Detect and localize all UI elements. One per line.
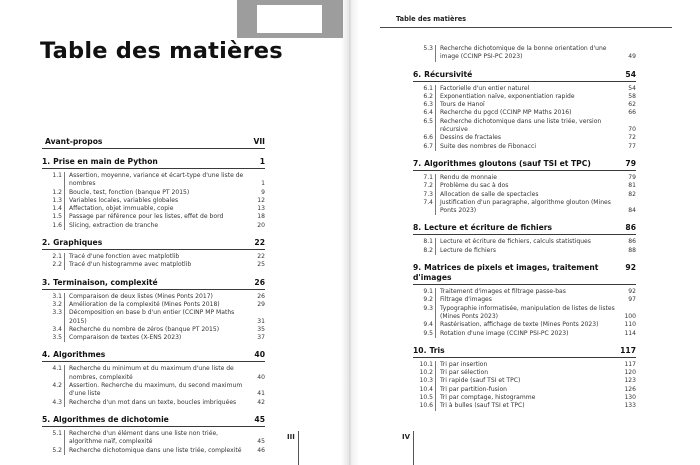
book-gutter-shadow [341,0,359,465]
entry-number: 6.5 [423,117,433,125]
entry-page: 100 [624,312,636,320]
entry-number: 9.1 [423,288,433,296]
toc-entry [42,172,265,189]
entry-number: 6.4 [423,109,433,117]
toc-chapter-block [42,135,265,149]
chapter-title: Matrices de pixels et images, traitement d'images [413,263,599,283]
toc-entry [42,197,265,205]
entry-page: 49 [628,53,636,61]
chapter-heading [413,157,636,169]
entry-title: Exponentiation naïve, exponentiation rapide [435,93,622,101]
entry-number: 10.6 [419,402,433,410]
entry-title: Factorielle d'un entier naturel [435,85,622,93]
chapter-heading-label [42,157,158,167]
toc-entry [413,247,636,255]
chapter-page: 54 [625,69,636,79]
entry-number: 10.1 [419,360,433,368]
toc-carryover-block [413,45,636,62]
chapter-rule [413,284,636,285]
entry-page: 37 [257,334,265,342]
entry-page: 123 [624,377,636,385]
entry-number: 7.3 [423,190,433,198]
toc-chapter-block [42,413,265,455]
entry-number: 7.2 [423,182,433,190]
toc-entry [42,326,265,334]
chapter-page: 45 [254,414,265,424]
toc-entry [413,402,636,410]
entry-page: 97 [628,296,636,304]
chapter-title: Terminaison, complexité [53,277,158,287]
entry-title: Recherche du nombre de zéros (banque PT 2015) [64,326,251,334]
entry-page: 126 [624,385,636,393]
entry-page: 31 [257,317,265,325]
toc-entry [42,261,265,269]
entry-page: 58 [628,92,636,100]
entry-number: 8.1 [423,238,433,246]
toc-entry [413,296,636,304]
entry-number: 3.4 [52,325,62,333]
chapter-page: 22 [254,238,265,248]
entry-number: 6.3 [423,101,433,109]
chapter-number: 7. [413,158,422,168]
entry-title: Tri à bulles (sauf TSI et TPC) [435,402,622,410]
chapter-rule [42,168,265,169]
chapter-page: 117 [620,345,636,355]
chapter-title: Avant-propos [45,137,103,146]
toc-chapter-block [42,155,265,230]
chapter-heading-label [413,346,445,356]
chapter-title: Prise en main de Python [53,157,158,166]
chapter-title: Récursivité [424,69,473,79]
entry-title: Tracé d'un histogramme avec matplotlib [64,261,251,269]
chapter-title: Lecture et écriture de fichiers [424,223,553,233]
chapter-rule [413,81,636,82]
entry-page: 77 [628,142,636,150]
chapter-number: 10. [413,345,427,355]
entry-title: Slicing, extraction de tranche [64,222,251,230]
table-of-contents-left [42,135,265,461]
chapter-title: Algorithmes [53,350,106,360]
entry-number: 5.2 [52,446,62,454]
chapter-title: Graphiques [53,238,103,248]
entry-title: Recherche d'un élément dans une liste non triée, algorithme naïf, complexité [64,430,251,447]
entry-title: Rotation d'une image (CCINP PSI-PC 2023) [435,330,622,338]
entry-title: Filtrage d'images [435,296,622,304]
entry-number: 6.2 [423,92,433,100]
entry-title: Boucle, test, fonction (banque PT 2015) [64,189,251,197]
chapter-heading-label [413,263,625,283]
entry-page: 41 [257,390,265,398]
entry-title: Assertion, moyenne, variance et écart-type d'une liste de nombres [64,172,251,189]
entry-number: 1.4 [52,205,62,213]
entry-page: 1 [261,180,265,188]
chapter-heading-label [42,415,169,425]
chapter-heading-label [413,223,552,233]
entry-number: 4.1 [52,365,62,373]
chapter-title: Tris [429,345,445,355]
chapter-heading [413,68,636,80]
entry-number: 2.1 [52,253,62,261]
toc-entry [42,293,265,301]
toc-entry [413,118,636,135]
chapter-rule [413,170,636,171]
chapter-page: 79 [625,158,636,168]
toc-entry [413,45,636,62]
entry-page: 29 [257,300,265,308]
toc-entry [42,334,265,342]
entry-number: 5.3 [423,45,433,52]
entry-title: Lecture de fichiers [435,247,622,255]
entry-title: Recherche dichotomique dans une liste triée, complexité [64,447,251,455]
entry-page: 70 [628,126,636,134]
toc-chapter-block [42,276,265,343]
entry-number: 5.1 [52,429,62,437]
entry-page: 12 [257,196,265,204]
toc-entry [413,101,636,109]
chapter-heading-label [42,238,102,248]
entry-title: Tracé d'une fonction avec matplotlib [64,253,251,261]
toc-chapter-block [413,68,636,151]
entry-page: 42 [257,398,265,406]
entry-number: 1.6 [52,221,62,229]
chapter-number: 9. [413,263,422,273]
entry-title: Tri par insertion [435,361,622,369]
chapter-page: 26 [254,277,265,287]
toc-chapter-block [42,236,265,270]
table-of-contents-right [413,45,636,417]
toc-entry [413,369,636,377]
entry-title: Dessins de fractales [435,134,622,142]
toc-entry [42,382,265,399]
entry-title: Justification d'un paragraphe, algorithme glouton (Mines Ponts 2023) [435,199,622,216]
chapter-rule [413,234,636,235]
chapter-heading-label [42,137,102,147]
toc-entry [413,93,636,101]
entry-page: 114 [624,329,636,337]
folio-rule-right [413,431,414,465]
entry-title: Allocation de salle de spectacles [435,191,622,199]
chapter-rule [42,289,265,290]
toc-entry [42,399,265,407]
entry-number: 9.2 [423,296,433,304]
book-gutter-line [349,0,350,465]
entry-page: 117 [624,360,636,368]
entry-title: Rendu de monnaie [435,174,622,182]
entry-title: Problème du sac à dos [435,182,622,190]
entry-page: 92 [628,288,636,296]
entry-title: Comparaison de deux listes (Mines Ponts 2017) [64,293,251,301]
entry-title: Tri par comptage, histogramme [435,394,622,402]
chapter-heading [42,155,265,167]
entry-number: 3.2 [52,300,62,308]
entry-title: Recherche dichotomique de la bonne orientation d'une image (CCINP PSI-PC 2023) [435,45,622,62]
entry-title: Lecture et écriture de fichiers, calculs statistiques [435,238,622,246]
chapter-page: 86 [625,223,636,233]
toc-chapter-block [413,344,636,411]
entry-title: Recherche du pgcd (CCINP MP Maths 2016) [435,109,622,117]
toc-entry [413,85,636,93]
chapter-heading [42,348,265,360]
entry-title: Tri par partition-fusion [435,386,622,394]
entry-title: Passage par référence pour les listes, effet de bord [64,213,251,221]
entry-page: 79 [628,173,636,181]
entry-number: 4.3 [52,398,62,406]
chapter-rule [42,148,265,149]
toc-entry [42,309,265,326]
entry-title: Recherche du minimum et du maximum d'une liste de nombres, complexité [64,365,251,382]
entry-title: Affectation, objet immuable, copie [64,205,251,213]
chapter-title: Algorithmes de dichotomie [53,414,169,424]
toc-entry [42,189,265,197]
entry-number: 10.4 [419,385,433,393]
chapter-page: 1 [259,157,265,166]
entry-number: 9.3 [423,304,433,312]
entry-page: 130 [624,394,636,402]
entry-title: Variables locales, variables globales [64,197,251,205]
toc-entry [413,182,636,190]
entry-number: 6.1 [423,84,433,92]
chapter-heading-label [42,278,158,288]
toc-entry [42,447,265,455]
chapter-page: 40 [254,350,265,360]
chapter-heading [413,261,636,283]
entry-page: 22 [257,253,265,261]
entry-title: Suite des nombres de Fibonacci [435,143,622,151]
entry-number: 9.5 [423,329,433,337]
entry-number: 1.5 [52,213,62,221]
entry-number: 3.1 [52,292,62,300]
entry-number: 1.1 [52,172,62,179]
entry-page: 26 [257,292,265,300]
entry-number: 2.2 [52,261,62,269]
entry-number: 3.5 [52,334,62,342]
entry-page: 88 [628,246,636,254]
chapter-number: 3. [42,277,51,287]
chapter-heading [413,221,636,233]
toc-entry [413,134,636,142]
entry-title: Tri par sélection [435,369,622,377]
toc-entry [42,222,265,230]
entry-title: Rastérisation, affichage de texte (Mines Ponts 2023) [435,321,622,329]
entry-page: 81 [628,182,636,190]
entry-number: 6.7 [423,142,433,150]
toc-entry [413,109,636,117]
entry-title: Traitement d'images et filtrage passe-bas [435,288,622,296]
entry-number: 10.2 [419,369,433,377]
toc-chapter-block [413,157,636,215]
chapter-heading [42,135,265,147]
toc-entry [413,143,636,151]
page-number-left: III [287,433,295,441]
entry-number: 3.3 [52,309,62,317]
folio-rule-left [298,431,299,465]
chapter-heading [413,344,636,356]
running-head: Table des matières [380,15,672,28]
page-number-right: IV [402,433,411,441]
entry-page: 133 [624,402,636,410]
toc-chapter-block [413,261,636,338]
entry-page: 18 [257,213,265,221]
toc-entry [413,330,636,338]
entry-title: Décomposition en base b d'un entier (CCINP MP Maths 2015) [64,309,251,326]
chapter-heading-label [413,70,472,80]
entry-title: Amélioration de la complexité (Mines Ponts 2018) [64,301,251,309]
right-page [350,0,700,465]
chapter-number: 5. [42,414,51,424]
entry-number: 8.2 [423,246,433,254]
header-decoration-inset [257,5,322,33]
chapter-number: 8. [413,223,422,233]
entry-page: 9 [261,188,265,196]
chapter-heading-label [413,159,591,169]
entry-title: Recherche dichotomique dans une liste triée, version récursive [435,118,622,135]
entry-page: 54 [628,84,636,92]
toc-entry [413,288,636,296]
entry-page: 20 [257,221,265,229]
toc-entry [413,191,636,199]
toc-chapter-block [413,221,636,255]
entry-page: 46 [257,446,265,454]
toc-entry [413,238,636,246]
entry-page: 120 [624,369,636,377]
entry-number: 9.4 [423,321,433,329]
chapter-page: VII [253,137,265,146]
toc-entry [413,305,636,322]
chapter-rule [42,361,265,362]
entry-number: 1.2 [52,188,62,196]
entry-page: 72 [628,134,636,142]
entry-number: 6.6 [423,134,433,142]
chapter-number: 4. [42,350,51,360]
chapter-number: 2. [42,238,51,248]
chapter-number: 1. [42,157,51,166]
chapter-rule [413,357,636,358]
entry-page: 45 [257,438,265,446]
entry-number: 7.4 [423,198,433,206]
chapter-heading [42,413,265,425]
entry-page: 25 [257,261,265,269]
toc-entry [42,213,265,221]
chapter-heading [42,236,265,248]
entry-title: Comparaison de textes (X-ENS 2023) [64,334,251,342]
toc-entry [42,365,265,382]
chapter-rule [42,249,265,250]
entry-title: Tri rapide (sauf TSI et TPC) [435,377,622,385]
toc-entry [413,199,636,216]
entry-number: 10.5 [419,394,433,402]
entry-page: 110 [624,321,636,329]
entry-page: 62 [628,101,636,109]
entry-page: 82 [628,190,636,198]
entry-number: 10.3 [419,377,433,385]
toc-entry [413,377,636,385]
chapter-number: 6. [413,69,422,79]
entry-title: Typographie informatisée, manipulation de listes de listes (Mines Ponts 2023) [435,305,622,322]
entry-number: 4.2 [52,382,62,390]
toc-entry [413,361,636,369]
entry-page: 35 [257,325,265,333]
entry-page: 40 [257,373,265,381]
toc-entry [413,321,636,329]
chapter-heading-label [42,350,105,360]
entry-title: Assertion. Recherche du maximum, du second maximum d'une liste [64,382,251,399]
entry-title: Tours de Hanoï [435,101,622,109]
entry-page: 84 [628,207,636,215]
toc-chapter-block [42,348,265,406]
page-title: Table des matières [40,38,283,64]
entry-number: 7.1 [423,173,433,181]
entry-page: 13 [257,205,265,213]
entry-page: 66 [628,109,636,117]
toc-entry [42,430,265,447]
chapter-title: Algorithmes gloutons (sauf TSI et TPC) [424,158,591,168]
chapter-rule [42,426,265,427]
chapter-heading [42,276,265,288]
entry-number: 1.3 [52,196,62,204]
toc-entry [413,386,636,394]
chapter-page: 92 [625,263,636,273]
entry-title: Recherche d'un mot dans un texte, boucles imbriquées [64,399,251,407]
entry-page: 86 [628,238,636,246]
